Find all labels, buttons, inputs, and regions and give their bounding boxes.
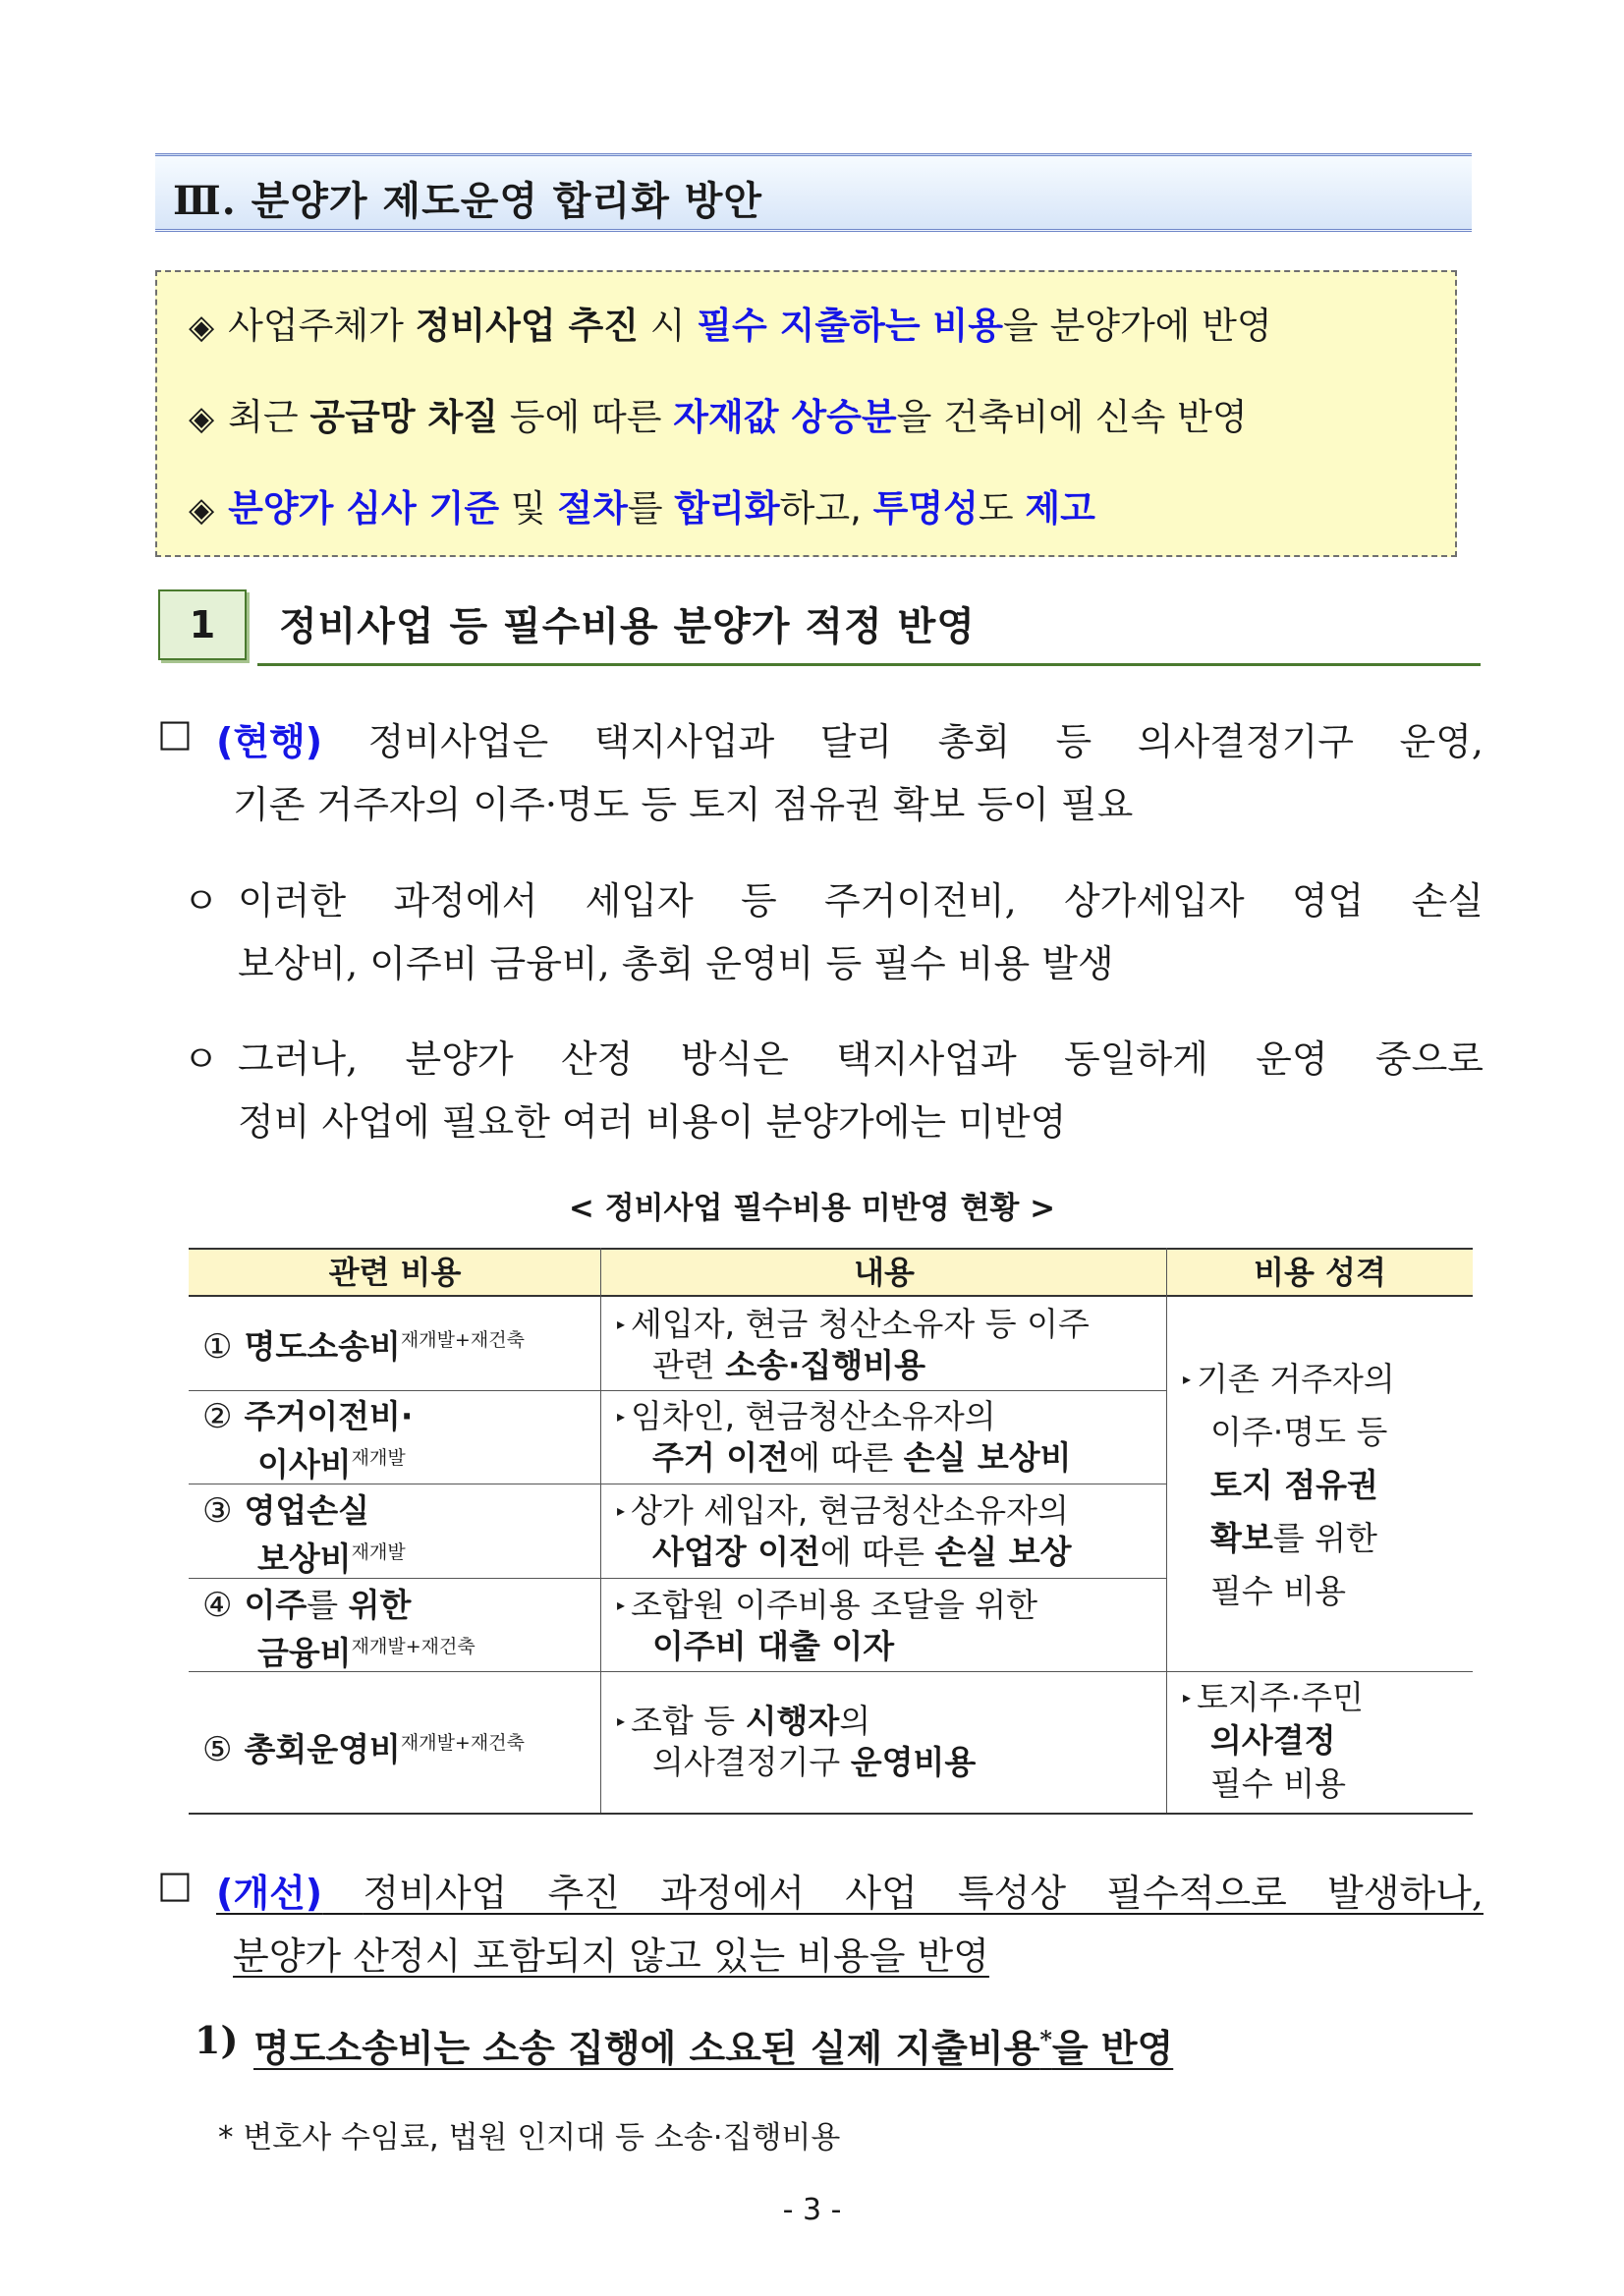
item-text: 명도소송비는 소송 집행에 소요된 실제 지출비용*을 반영	[253, 2025, 1174, 2070]
table-header: 관련 비용	[189, 1248, 601, 1297]
current-line-2: 기존 거주자의 이주·명도 등 토지 점유권 확보 등이 필요	[233, 783, 1134, 826]
improve-line-2: 분양가 산정시 포함되지 않고 있는 비용을 반영	[233, 1934, 989, 1978]
triangle-bullet-icon: ▸	[1183, 1370, 1192, 1388]
cost-content: ▸ 임차인, 현금청산소유자의	[617, 1397, 996, 1435]
sub2-line-2: 정비 사업에 필요한 여러 비용이 분양가에는 미반영	[238, 1100, 1067, 1144]
triangle-bullet-icon: ▸	[617, 1501, 626, 1520]
improve-line-1: (개선) 정비사업 추진 과정에서 사업 특성상 필수적으로 발생하나,	[216, 1872, 1484, 1915]
diamond-bullet-icon: ◈	[189, 399, 215, 438]
section-title: Ⅲ. 분양가 제도운영 합리화 방안	[173, 178, 763, 224]
cost-nature: 의사결정	[1210, 1721, 1336, 1760]
cost-content: 사업장 이전에 따른 손실 보상	[652, 1533, 1072, 1571]
summary-line: ◈ 사업주체가 정비사업 추진 시 필수 지출하는 비용을 분양가에 반영	[189, 305, 1272, 347]
diamond-bullet-icon: ◈	[189, 490, 215, 530]
triangle-bullet-icon: ▸	[617, 1711, 626, 1730]
cost-nature: 토지 점유권	[1210, 1466, 1378, 1504]
current-line-1: (현행) 정비사업은 택지사업과 달리 총회 등 의사결정기구 운영,	[216, 720, 1484, 763]
summary-line: ◈ 최근 공급망 차질 등에 따른 자재값 상승분을 건축비에 신속 반영	[189, 396, 1248, 438]
cost-content: 이주비 대출 이자	[652, 1627, 895, 1665]
cost-nature: 이주·명도 등	[1210, 1413, 1388, 1451]
cost-nature: ▸ 기존 거주자의	[1183, 1360, 1395, 1398]
triangle-bullet-icon: ▸	[1183, 1688, 1192, 1707]
table-header: 비용 성격	[1167, 1248, 1473, 1297]
item-number: 1)	[195, 2018, 239, 2062]
cost-content: 의사결정기구 운영비용	[652, 1743, 977, 1781]
cost-name: 보상비$^{재개발}$	[257, 1540, 406, 1578]
summary-line: ◈ 분양가 심사 기준 및 절차를 합리화하고, 투명성도 제고	[189, 487, 1095, 530]
subsection-title: 정비사업 등 필수비용 분양가 적정 반영	[279, 604, 976, 649]
cost-name: ④ 이주를 위한	[202, 1586, 412, 1625]
triangle-bullet-icon: ▸	[617, 1315, 626, 1333]
cost-name: 이사비$^{재개발}$	[257, 1445, 406, 1484]
subsection-underline	[257, 663, 1481, 666]
page-number: - 3 -	[782, 2193, 842, 2227]
cost-name: ⑤ 총회운영비$^{재개발+재건축}$	[202, 1730, 525, 1769]
cost-content: 관련 소송·집행비용	[652, 1346, 926, 1384]
cost-content: ▸ 조합 등 시행자의	[617, 1702, 871, 1740]
sub-bullet: ㅇ	[183, 1037, 219, 1081]
table-divider	[189, 1390, 1167, 1391]
triangle-bullet-icon: ▸	[617, 1596, 626, 1614]
cost-nature: ▸ 토지주·주민	[1183, 1678, 1364, 1716]
cost-content: ▸ 조합원 이주비용 조달을 위한	[617, 1586, 1038, 1624]
cost-content: ▸ 세입자, 현금 청산소유자 등 이주	[617, 1305, 1090, 1343]
cost-nature: 필수 비용	[1210, 1572, 1347, 1610]
cost-nature: 확보를 위한	[1210, 1519, 1377, 1557]
table-header: 내용	[601, 1248, 1167, 1297]
cost-name: ② 주거이전비·	[202, 1397, 414, 1436]
cost-content: 주거 이전에 따른 손실 보상비	[652, 1438, 1072, 1477]
sub1-line-2: 보상비, 이주비 금융비, 총회 운영비 등 필수 비용 발생	[238, 942, 1114, 985]
footnote: * 변호사 수임료, 법원 인지대 등 소송·집행비용	[218, 2120, 841, 2156]
table-divider	[600, 1248, 601, 1814]
cost-content: ▸ 상가 세입자, 현금청산소유자의	[617, 1491, 1069, 1530]
subsection-number-box: 1	[158, 589, 247, 660]
cost-name: ③ 영업손실	[202, 1491, 369, 1531]
sub-bullet: ㅇ	[183, 879, 219, 923]
table-caption: < 정비사업 필수비용 미반영 현황 >	[568, 1191, 1056, 1226]
current-bullet: □	[157, 711, 193, 755]
triangle-bullet-icon: ▸	[617, 1407, 626, 1426]
summary-box	[155, 270, 1457, 557]
diamond-bullet-icon: ◈	[189, 308, 215, 347]
cost-name: ① 명도소송비$^{재개발+재건축}$	[202, 1327, 525, 1367]
cost-nature: 필수 비용	[1210, 1764, 1347, 1803]
table-divider	[1166, 1248, 1167, 1814]
sub2-line-1: 그러나, 분양가 산정 방식은 택지사업과 동일하게 운영 중으로	[238, 1037, 1484, 1081]
sub1-line-1: 이러한 과정에서 세입자 등 주거이전비, 상가세입자 영업 손실	[238, 879, 1484, 923]
section-header	[155, 153, 1472, 232]
cost-table	[189, 1248, 1473, 1814]
table-bottom-border	[189, 1813, 1473, 1815]
cost-name: 금융비$^{재개발+재건축}$	[257, 1634, 476, 1672]
improve-bullet: □	[157, 1863, 193, 1906]
